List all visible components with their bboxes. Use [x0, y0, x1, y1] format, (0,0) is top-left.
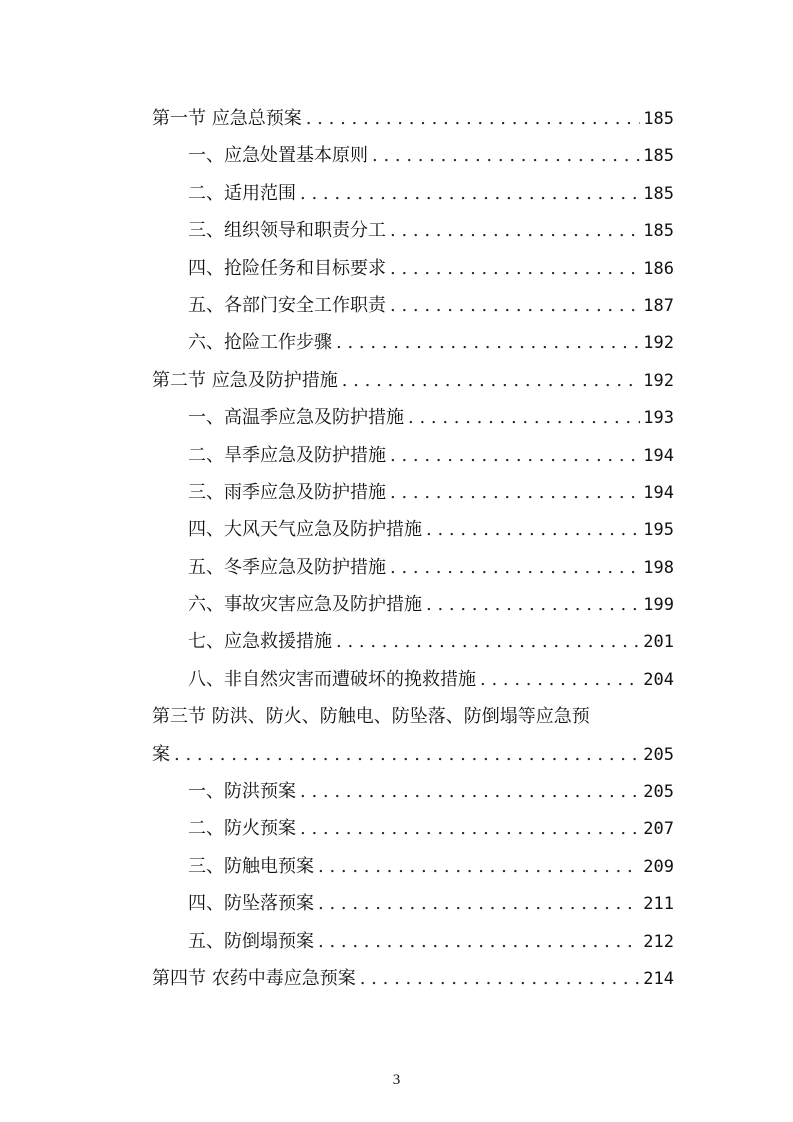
toc-entry-label: 三、组织领导和职责分工 — [188, 220, 386, 242]
dot-leader — [318, 923, 640, 960]
toc-entry-label: 六、抢险工作步骤 — [188, 332, 332, 354]
toc-entry-page: 204 — [643, 669, 674, 690]
dot-leader — [480, 661, 640, 698]
toc-entry-page: 185 — [643, 183, 674, 204]
toc-entry-page: 199 — [643, 595, 674, 616]
toc-entry-page: 214 — [643, 968, 674, 989]
toc-entry[interactable] — [152, 586, 674, 623]
dot-leader — [318, 885, 640, 922]
dot-leader — [390, 212, 640, 249]
toc-entry[interactable] — [152, 923, 674, 960]
toc-entry-page: 185 — [643, 221, 674, 242]
toc-entry[interactable] — [152, 549, 674, 586]
toc-entry[interactable] — [152, 773, 674, 810]
toc-entry-section-4[interactable] — [152, 960, 674, 997]
toc-entry-page: 194 — [643, 445, 674, 466]
toc-entry-label: 四、大风天气应急及防护措施 — [188, 519, 422, 541]
toc-entry-label: 一、防洪预案 — [188, 781, 296, 803]
toc-entry[interactable] — [152, 324, 674, 361]
dot-leader — [300, 810, 640, 847]
toc-entry-label: 四、防坠落预案 — [188, 893, 314, 915]
toc-entry-page: 211 — [643, 894, 674, 915]
dot-leader — [372, 137, 640, 174]
dot-leader — [336, 623, 640, 660]
toc-entry-label: 五、各部门安全工作职责 — [188, 294, 386, 316]
toc-entry[interactable] — [152, 885, 674, 922]
toc-entry[interactable] — [152, 511, 674, 548]
toc-entry-label-line2 — [152, 736, 674, 773]
toc-entry[interactable] — [152, 250, 674, 287]
dot-leader — [390, 474, 640, 511]
toc-entry[interactable] — [152, 474, 674, 511]
toc-entry-page: 198 — [643, 557, 674, 578]
dot-leader — [300, 175, 640, 212]
toc-entry-page: 193 — [643, 408, 674, 429]
toc-entry-label: 第四节 农药中毒应急预案 — [152, 967, 356, 989]
dot-leader — [306, 100, 640, 137]
toc-entry-label: 二、防火预案 — [188, 818, 296, 840]
toc-entry[interactable] — [152, 287, 674, 324]
dot-leader — [390, 549, 640, 586]
dot-leader — [318, 848, 640, 885]
toc-entry[interactable] — [152, 848, 674, 885]
toc-entry-label: 二、旱季应急及防护措施 — [188, 444, 386, 466]
dot-leader — [390, 287, 640, 324]
toc-entry-label: 五、防倒塌预案 — [188, 930, 314, 952]
toc-entry-page: 186 — [643, 258, 674, 279]
toc-entry-label: 四、抢险任务和目标要求 — [188, 257, 386, 279]
toc-entry[interactable] — [152, 175, 674, 212]
toc-entry-page: 209 — [643, 856, 674, 877]
toc-entry[interactable] — [152, 212, 674, 249]
page-number: 3 — [392, 1072, 401, 1088]
toc-entry-page: 185 — [643, 146, 674, 167]
toc-entry[interactable] — [152, 661, 674, 698]
dot-leader — [390, 250, 640, 287]
toc-entry-page: 194 — [643, 482, 674, 503]
toc-entry-label: 六、事故灾害应急及防护措施 — [188, 594, 422, 616]
toc-entry-page: 187 — [643, 295, 674, 316]
toc-entry-page: 201 — [643, 632, 674, 653]
toc-entry-page: 192 — [643, 370, 674, 391]
toc-entry-section-2[interactable] — [152, 362, 674, 399]
toc-entry-section-1[interactable] — [152, 100, 674, 137]
toc-entry[interactable] — [152, 399, 674, 436]
toc-entry-label: 第一节 应急总预案 — [152, 108, 302, 129]
toc-entry-label: 八、非自然灾害而遭破坏的挽救措施 — [188, 668, 476, 690]
toc-entry-label-line1: 第三节 防洪、防火、防触电、防坠落、防倒塌等应急预 — [152, 706, 590, 728]
toc-entry-page: 207 — [643, 819, 674, 840]
toc-entry-label: 三、雨季应急及防护措施 — [188, 481, 386, 503]
toc-entry-label: 第二节 应急及防护措施 — [152, 369, 338, 391]
toc-entry[interactable] — [152, 623, 674, 660]
toc-entry-label: 一、应急处置基本原则 — [188, 145, 368, 167]
dot-leader — [300, 773, 640, 810]
toc-entry-label: 二、适用范围 — [188, 182, 296, 204]
toc-entry-page: 205 — [643, 744, 674, 765]
toc-entry[interactable] — [152, 137, 674, 174]
toc-entry-page: 205 — [643, 782, 674, 803]
toc-entry-label: 案 — [152, 743, 170, 765]
toc-entry-label: 一、高温季应急及防护措施 — [188, 407, 404, 429]
toc-entry[interactable] — [152, 810, 674, 847]
toc-entry-label: 五、冬季应急及防护措施 — [188, 556, 386, 578]
table-of-contents — [152, 100, 674, 997]
dot-leader — [342, 362, 640, 399]
dot-leader — [336, 324, 640, 361]
toc-entry-page: 185 — [643, 109, 674, 129]
dot-leader — [174, 736, 640, 773]
dot-leader — [390, 437, 640, 474]
toc-entry-page: 192 — [643, 333, 674, 354]
toc-entry-page: 195 — [643, 520, 674, 541]
toc-entry-label: 七、应急救援措施 — [188, 631, 332, 653]
dot-leader — [360, 960, 640, 997]
dot-leader — [426, 511, 640, 548]
dot-leader — [408, 399, 640, 436]
toc-entry-label: 三、防触电预案 — [188, 855, 314, 877]
toc-entry-page: 212 — [643, 931, 674, 952]
dot-leader — [426, 586, 640, 623]
toc-entry-section-3[interactable] — [152, 698, 674, 773]
toc-entry[interactable] — [152, 437, 674, 474]
